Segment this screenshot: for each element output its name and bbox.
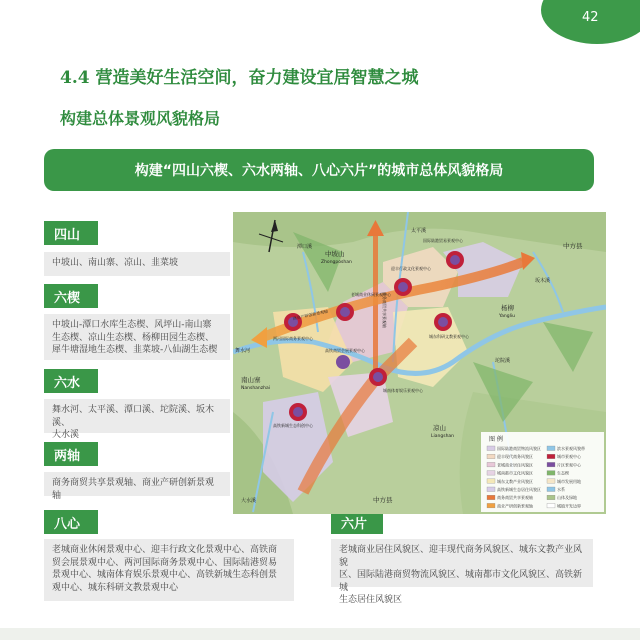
section-title: 4.4 营造美好生活空间，奋力建设宜居智慧之城: [60, 68, 419, 88]
label-center-chengnan: 城南体育娱乐景观中心: [383, 388, 423, 393]
label-zhongposhan-en: Zhongposhan: [321, 260, 352, 265]
center-lugang: [446, 251, 464, 269]
legend-swatch: [487, 495, 495, 500]
legend-swatch: [487, 479, 495, 484]
pattern-banner: 构建“四山六楔、六水两轴、八心六片”的城市总体风貌格局: [44, 149, 594, 191]
desc-sishan: 中坡山、南山寨、凉山、韭菜坡: [44, 252, 230, 276]
label-center-lianghe: 两河国际商务景观中心: [273, 336, 313, 341]
desc-liuxie: 中坡山-潭口水库生态楔、风坪山-南山寨 生态楔、凉山生态楔、杨柳田园生态楔、 犀牛塘湿地生态楔、韭菜坡-八仙湖生态楔: [44, 314, 230, 360]
label-nanshanzhai-en: Nanshanzhai: [241, 386, 271, 391]
legend-swatch: [487, 454, 495, 459]
label-center-lugang: 国际陆港贸易景观中心: [423, 238, 463, 243]
center-yingfeng: [394, 278, 412, 296]
legend-item-label: 城市发展用地: [557, 478, 581, 484]
legend-item-label: 生态楔: [557, 470, 569, 476]
legend-swatch: [547, 471, 555, 476]
legend-swatch: [547, 462, 555, 467]
label-banmuxi: 坂木溪: [535, 278, 551, 284]
label-liangshan-en: Liangshan: [431, 434, 455, 439]
label-center-yingfeng: 迎丰行政文化景观中心: [391, 266, 431, 271]
label-dashuixi: 大水溪: [241, 498, 257, 504]
tag-liangzhou: 两轴: [44, 442, 98, 466]
footer-bar: [0, 628, 640, 640]
label-zhongfangxian-2: 中方县: [373, 496, 393, 504]
legend-swatch: [487, 462, 495, 467]
tag-liushui: 六水: [44, 369, 98, 393]
legend-swatch: [487, 487, 495, 492]
label-zhongfangxian-1: 中方县: [563, 242, 583, 250]
legend-item-label: 城东文教产业风貌区: [497, 478, 533, 484]
legend-item-label: 国际陆港商贸物流风貌区: [497, 446, 541, 451]
legend-swatch: [547, 503, 555, 508]
legend-item-label: 城市景观中心: [557, 454, 581, 460]
label-axis-commerce: 商务商贸共享景观轴: [382, 292, 387, 328]
legend-item-label: 片区景观中心: [557, 462, 581, 468]
legend-item-label: 山体及绿地: [557, 495, 577, 501]
label-taipingxi: 太平溪: [411, 228, 427, 234]
page-number: 42: [582, 10, 599, 25]
label-liangshan: 凉山: [433, 424, 446, 432]
label-tankouxi: 潭口溪: [297, 244, 313, 250]
axis-commerce-vertical: [373, 232, 378, 382]
center-chengdong: [434, 313, 452, 331]
landscape-pattern-map: [233, 212, 606, 514]
map-legend: [481, 432, 604, 512]
label-center-gaotie-shangmao: 高铁商贸会展景观中心: [325, 348, 365, 353]
label-center-laocheng: 老城商业休闲景观中心: [351, 292, 391, 297]
legend-item-label: 高铁新城生态居住风貌区: [497, 487, 541, 492]
legend-title: 图 例: [489, 436, 503, 443]
legend-item-label: 水系: [557, 487, 565, 492]
desc-baxin: 老城商业休闲景观中心、迎丰行政文化景观中心、高铁商 贸会展景观中心、两河国际商务景观中心、国际陆港贸易 景观中心、城南体育娱乐景观中心、高铁新城生态科创景 观中心、城东科研文教景观中心: [44, 539, 294, 601]
desc-liushui: 舞水河、太平溪、潭口溪、坨院溪、坂木溪、 大水溪: [44, 399, 230, 433]
legend-item-label: 迎丰现代商务风貌区: [497, 454, 533, 460]
legend-swatch: [547, 479, 555, 484]
desc-liupian: 老城商业居住风貌区、迎丰现代商务风貌区、城东文教产业风貌 区、国际陆港商贸物流风貌区、城南都市文化风貌区、高铁新城 生态居住风貌区: [331, 539, 593, 587]
legend-item-label: 滨水景观风貌带: [557, 446, 585, 451]
legend-item-label: 商务商贸共享景观轴: [497, 495, 533, 501]
label-nanshanzhai: 南山寨: [241, 376, 261, 384]
label-center-chengdong: 城东科研文教景观中心: [429, 334, 469, 339]
label-axis-industry: 商业产研创新景观轴: [292, 308, 329, 321]
legend-item-label: 老城商业居住风貌区: [497, 462, 533, 468]
tag-baxin: 八心: [44, 510, 98, 534]
legend-swatch: [547, 495, 555, 500]
tag-sishan: 四山: [44, 221, 98, 245]
label-wushuihe: 舞水河: [235, 348, 251, 354]
label-tuoyuanxi: 坨院溪: [495, 358, 511, 364]
center-gaotie-shangmao: [336, 355, 350, 369]
desc-liangzhou: 商务商贸共享景观轴、商业产研创新景观轴: [44, 472, 230, 496]
legend-item-label: 商业产研创新景观轴: [497, 503, 533, 509]
legend-item-label: 城南都市文化风貌区: [497, 470, 533, 476]
legend-swatch: [547, 446, 555, 451]
legend-swatch: [487, 471, 495, 476]
label-yangliu-en: Yangliu: [499, 314, 515, 319]
legend-swatch: [547, 487, 555, 492]
center-gaotie: [289, 403, 307, 421]
legend-item-label: 城镇开发边界: [557, 503, 581, 509]
legend-swatch: [487, 503, 495, 508]
center-laocheng: [336, 303, 354, 321]
center-chengnan: [369, 368, 387, 386]
label-zhongposhan: 中坡山: [325, 250, 345, 258]
tag-liupian: 六片: [331, 510, 383, 534]
legend-swatch: [547, 454, 555, 459]
label-center-gaotie: 高铁新城生态科创中心: [273, 423, 313, 428]
label-yangliu: 杨柳: [501, 304, 514, 312]
tag-liuxie: 六楔: [44, 284, 98, 308]
subsection-title: 构建总体景观风貌格局: [60, 109, 221, 128]
legend-swatch: [487, 446, 495, 451]
